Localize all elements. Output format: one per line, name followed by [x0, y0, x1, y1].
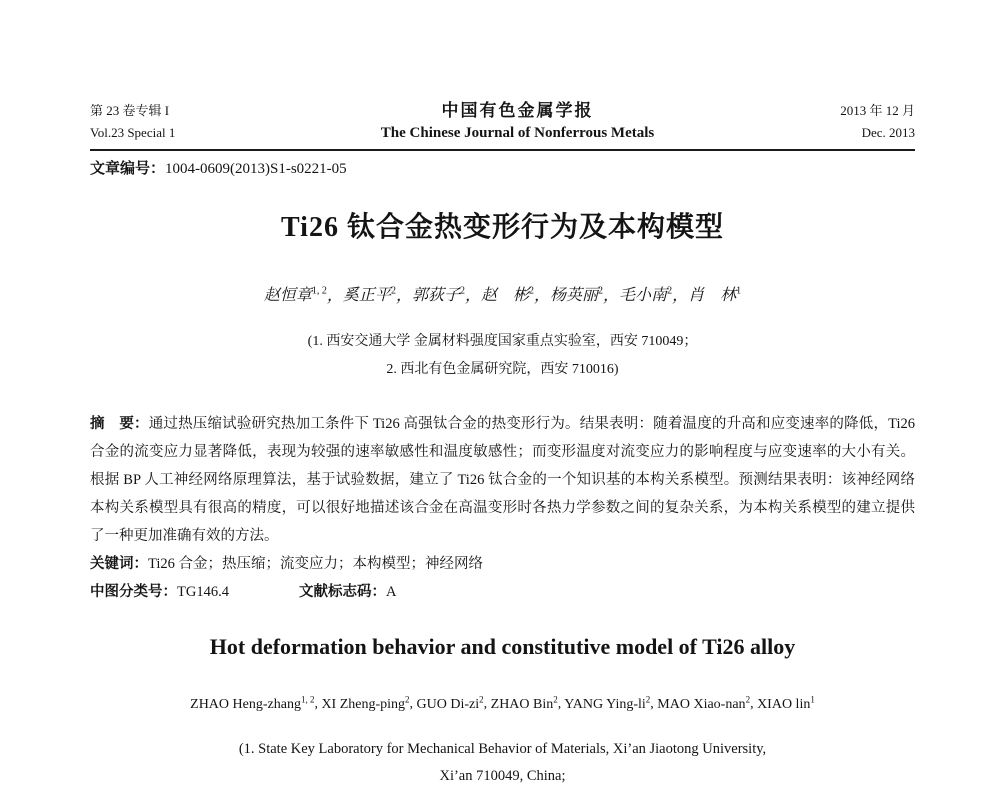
author: ZHAO Bin$^2$ [490, 694, 558, 712]
author: MAO Xiao-nan$^2$ [657, 694, 751, 712]
author-affil-sup: 1, 2 [311, 286, 327, 297]
author-affil-sup: 2 [553, 694, 558, 705]
author-affil-sup: 2 [390, 286, 396, 297]
clc-label: 中图分类号： [90, 584, 177, 601]
volume-line-zh: 第 23 卷专辑 I [90, 103, 170, 118]
affiliation-en-line1: (1. State Key Laboratory for Mechanical Behavior of Materials, Xi’an Jiaotong University, [238, 740, 767, 757]
clc-value: TG146.4 [177, 584, 229, 601]
author: 毛小南$^2$ [619, 286, 673, 305]
volume-line-en: Vol.23 Special 1 [90, 125, 176, 140]
author: 赵恒章$^{1, 2}$ [263, 286, 327, 305]
authors-en: ZHAO Heng-zhang$^{1, 2}$, XI Zheng-ping$^2$, GUO $Di-zi^2$, ZHAO Bin$^2$, YANG Ying-$li^2$, MAO Xiao-nan$^2$, XIAO lin$^1$ [190, 694, 815, 712]
paper-title-zh: Ti26 钛合金热变形行为及本构模型 [281, 212, 724, 243]
author-affil-sup: 1 [736, 286, 742, 297]
issue-date-en: Dec. 2013 [861, 125, 915, 140]
author-affil-sup: 2 [479, 694, 484, 705]
journal-title [240, 100, 795, 144]
abstract [90, 410, 915, 550]
author: YANG Ying-$li^2$ [564, 694, 651, 712]
abstract-label: 摘 要： [90, 416, 149, 433]
article-number [90, 158, 915, 180]
journal-title-en: The Chinese Journal of Nonferrous Metals [380, 125, 655, 141]
affiliation-zh-1: (1. 西安交通大学 金属材料强度国家重点实验室，西安 710049； [307, 334, 698, 350]
paper-title-en: Hot deformation behavior and constitutive model of Ti26 alloy [209, 634, 796, 660]
article-number-value: 1004-0609(2013)S1-s0221-05 [165, 161, 347, 177]
abstract-text: 通过热压缩试验研究热加工条件下 Ti26 高强钛合金的热变形行为。结果表明：随着温度的升高和应变速率的降低，Ti26 合金的流变应力显著降低，表现为较强的速率敏感性和温度敏感性；而变形温度对流变应力的影响程度与应变速率的大小有关。根据 BP 人工神经网络原理算法，基于试验数据，建立了 Ti26 钛合金的一个知识基的本构关系模型。预测结果表明：该神经网络本构关系模型具有很高的精度，可以很好地描述该合金在高温变形时各热力学参数之间的复杂关系，为本构关系模型的建立提供了一种更加准确有效的方法。 [90, 416, 916, 545]
affiliation-en-line2: Xi’an 710049, China; [439, 767, 566, 784]
author-affil-sup: 2 [745, 694, 751, 705]
keywords-label: 关键词： [90, 556, 148, 573]
author-affil-sup: 1 [810, 694, 815, 705]
author-affil-sup: 2 [645, 694, 651, 705]
author: 郭荻子$^2$ [411, 286, 465, 305]
author: ZHAO Heng-zhang$^{1, 2}$ [190, 694, 315, 712]
author: XIAO lin$^1$ [757, 694, 815, 712]
doc-code-value: A [385, 584, 397, 601]
author-affil-sup: 2 [405, 694, 410, 705]
journal-title-zh: 中国有色金属学报 [441, 101, 594, 120]
affiliations-zh [90, 328, 915, 384]
author: 赵 彬$^2$ [480, 286, 534, 305]
author: 奚正平$^2$ [342, 286, 396, 305]
author: XI Zheng-ping$^2$ [321, 694, 410, 712]
issue-date-zh: 2013 年 12 月 [840, 103, 915, 118]
author-affil-sup: 2 [529, 286, 534, 297]
doc-code [299, 584, 396, 600]
author: 杨英丽$^2$ [550, 286, 604, 305]
journal-header [90, 100, 915, 151]
author-affil-sup: 2 [598, 286, 604, 297]
author-affil-sup: 2 [459, 286, 465, 297]
author: GUO $Di-zi^2$ [416, 694, 484, 712]
keywords [90, 550, 915, 578]
author-affil-sup: 2 [667, 286, 673, 297]
volume-info [90, 100, 240, 144]
article-number-label: 文章编号： [90, 161, 166, 177]
issue-date [795, 100, 915, 144]
author-affil-sup: 1, 2 [300, 694, 315, 705]
affiliation-zh-2: 2. 西北有色金属研究院，西安 710016) [386, 362, 619, 378]
classification-line [90, 578, 915, 606]
keywords-text: Ti26 合金；热压缩；流变应力；本构模型；神经网络 [148, 556, 483, 573]
authors-zh: 赵恒章$^{1, 2}$，奚正平$^2$，郭荻子$^2$，赵 彬$^2$，杨英丽$^2$，毛小南$^2$，肖 林$^1$ [263, 286, 742, 305]
doc-code-label: 文献标志码： [298, 584, 386, 601]
author: 肖 林$^1$ [688, 286, 742, 305]
